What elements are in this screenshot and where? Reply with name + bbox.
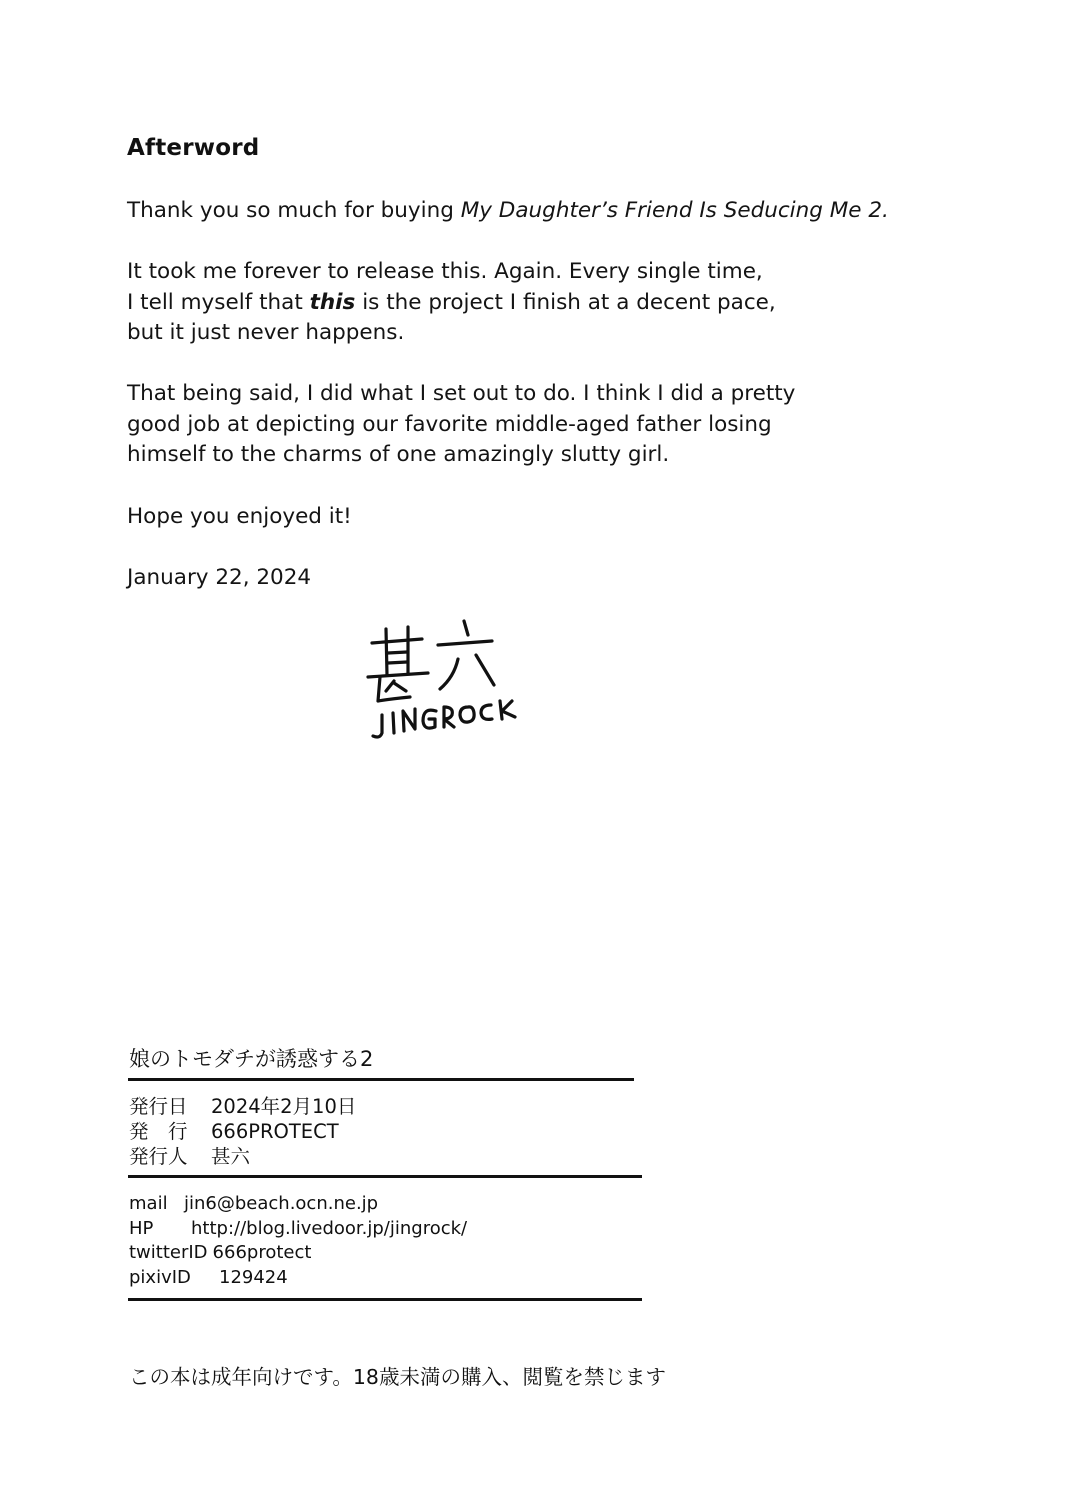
- release-line-2-post: is the project I finish at a decent pace,: [355, 289, 776, 315]
- contact-row: [129, 1266, 467, 1291]
- publication-row: [129, 1094, 356, 1119]
- contact-twitter-id: 666protect: [212, 1242, 312, 1263]
- reflection-line-2: good job at depicting our favorite middle-aged father losing: [127, 411, 772, 437]
- contact-key: mail: [129, 1193, 168, 1214]
- divider-rule: [128, 1298, 642, 1301]
- reflection-line-3: himself to the charms of one amazingly slutty girl.: [127, 442, 670, 467]
- release-line-3: but it just never happens.: [127, 320, 405, 345]
- publication-key: 発行人: [129, 1145, 188, 1168]
- publication-row: [129, 1144, 356, 1169]
- publication-key: 発行日: [129, 1095, 188, 1118]
- publication-value: 2024年2月10日: [211, 1095, 357, 1118]
- book-title-italic: My Daughter’s Friend Is Seducing Me 2.: [460, 198, 889, 223]
- contact-row: [129, 1192, 467, 1217]
- closing-line: Hope you enjoyed it!: [127, 504, 352, 529]
- emphasis-this: this: [309, 289, 356, 315]
- divider-rule: [128, 1078, 634, 1081]
- contact-homepage-url: http://blog.livedoor.jp/jingrock/: [191, 1217, 468, 1239]
- colophon-book-title: 娘のトモダチが誘惑する2: [129, 1047, 374, 1071]
- publication-value: 666PROTECT: [211, 1120, 339, 1143]
- divider-rule: [128, 1175, 642, 1178]
- afterword-heading: Afterword: [127, 135, 260, 161]
- release-line-1: It took me forever to release this. Again. Every single time,: [127, 259, 763, 284]
- contact-row: [129, 1241, 467, 1266]
- publication-value: 甚六: [211, 1145, 251, 1168]
- release-line-2: [127, 288, 776, 319]
- thanks-paragraph: [127, 196, 889, 227]
- contact-info: [129, 1192, 467, 1290]
- thanks-text: Thank you so much for buying: [127, 198, 461, 223]
- contact-key: HP: [129, 1217, 154, 1239]
- adult-notice: この本は成年向けです。18歳未満の購入、閲覧を禁じます: [129, 1365, 666, 1389]
- release-line-2-pre: I tell myself that: [127, 289, 310, 315]
- contact-email: jin6@beach.ocn.ne.jp: [184, 1193, 379, 1214]
- handwritten-signature: [360, 615, 530, 755]
- contact-pixiv-id: 129424: [219, 1266, 288, 1288]
- contact-row: [129, 1217, 467, 1242]
- publication-info: [129, 1094, 356, 1169]
- afterword-date: January 22, 2024: [127, 565, 312, 590]
- publication-key: 発 行: [129, 1120, 188, 1143]
- publication-row: [129, 1119, 356, 1144]
- release-paragraph: [127, 257, 776, 349]
- contact-key: twitterID: [129, 1242, 208, 1263]
- reflection-paragraph: [127, 379, 795, 471]
- contact-key: pixivID: [129, 1266, 191, 1288]
- reflection-line-1: That being said, I did what I set out to do. I think I did a pretty: [127, 381, 796, 406]
